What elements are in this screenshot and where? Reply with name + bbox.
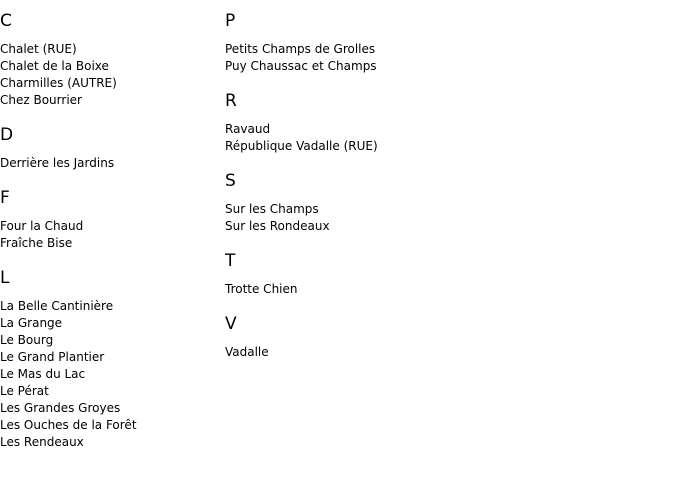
- street-link[interactable]: Fraîche Bise: [0, 236, 73, 250]
- letter-heading-d: D: [0, 125, 14, 145]
- letter-group-c: [0, 11, 220, 109]
- street-link[interactable]: Le Pérat: [0, 384, 49, 398]
- letter-heading-p: P: [225, 11, 236, 31]
- letter-group-v: [225, 314, 525, 361]
- street-link[interactable]: Trotte Chien: [225, 282, 298, 296]
- letter-heading-f: F: [0, 188, 10, 208]
- street-link[interactable]: La Belle Cantinière: [0, 299, 114, 313]
- street-link[interactable]: Le Bourg: [0, 333, 54, 347]
- street-link[interactable]: Chalet de la Boixe: [0, 59, 109, 73]
- letter-heading-r: R: [225, 91, 237, 111]
- street-link[interactable]: Charmilles (AUTRE): [0, 76, 117, 90]
- street-link[interactable]: République Vadalle (RUE): [225, 139, 378, 153]
- letter-group-t: [225, 251, 525, 298]
- street-link[interactable]: Chez Bourrier: [0, 93, 82, 107]
- street-link[interactable]: Le Mas du Lac: [0, 367, 86, 381]
- street-link[interactable]: Derrière les Jardins: [0, 156, 115, 170]
- letter-group-r: [225, 91, 525, 155]
- street-link[interactable]: Puy Chaussac et Champs: [225, 59, 377, 73]
- street-index-column-right: [225, 11, 525, 377]
- street-link[interactable]: Four la Chaud: [0, 219, 84, 233]
- street-link[interactable]: Petits Champs de Grolles: [225, 42, 376, 56]
- letter-group-l: [0, 268, 220, 451]
- street-link[interactable]: Sur les Champs: [225, 202, 319, 216]
- letter-group-d: [0, 125, 220, 172]
- street-index-column-left: [0, 11, 220, 467]
- letter-group-p: [225, 11, 525, 75]
- street-link[interactable]: Le Grand Plantier: [0, 350, 105, 364]
- letter-heading-l: L: [0, 268, 10, 288]
- street-link[interactable]: Les Rendeaux: [0, 435, 84, 449]
- letter-heading-t: T: [225, 251, 236, 271]
- street-link[interactable]: Les Grandes Groyes: [0, 401, 121, 415]
- street-link[interactable]: Chalet (RUE): [0, 42, 77, 56]
- letter-heading-c: C: [0, 11, 12, 31]
- letter-group-f: [0, 188, 220, 252]
- street-link[interactable]: Sur les Rondeaux: [225, 219, 330, 233]
- street-link[interactable]: La Grange: [0, 316, 63, 330]
- letter-group-s: [225, 171, 525, 235]
- street-link[interactable]: Ravaud: [225, 122, 271, 136]
- street-link[interactable]: Les Ouches de la Forêt: [0, 418, 137, 432]
- letter-heading-v: V: [225, 314, 237, 334]
- street-link[interactable]: Vadalle: [225, 345, 269, 359]
- letter-heading-s: S: [225, 171, 236, 191]
